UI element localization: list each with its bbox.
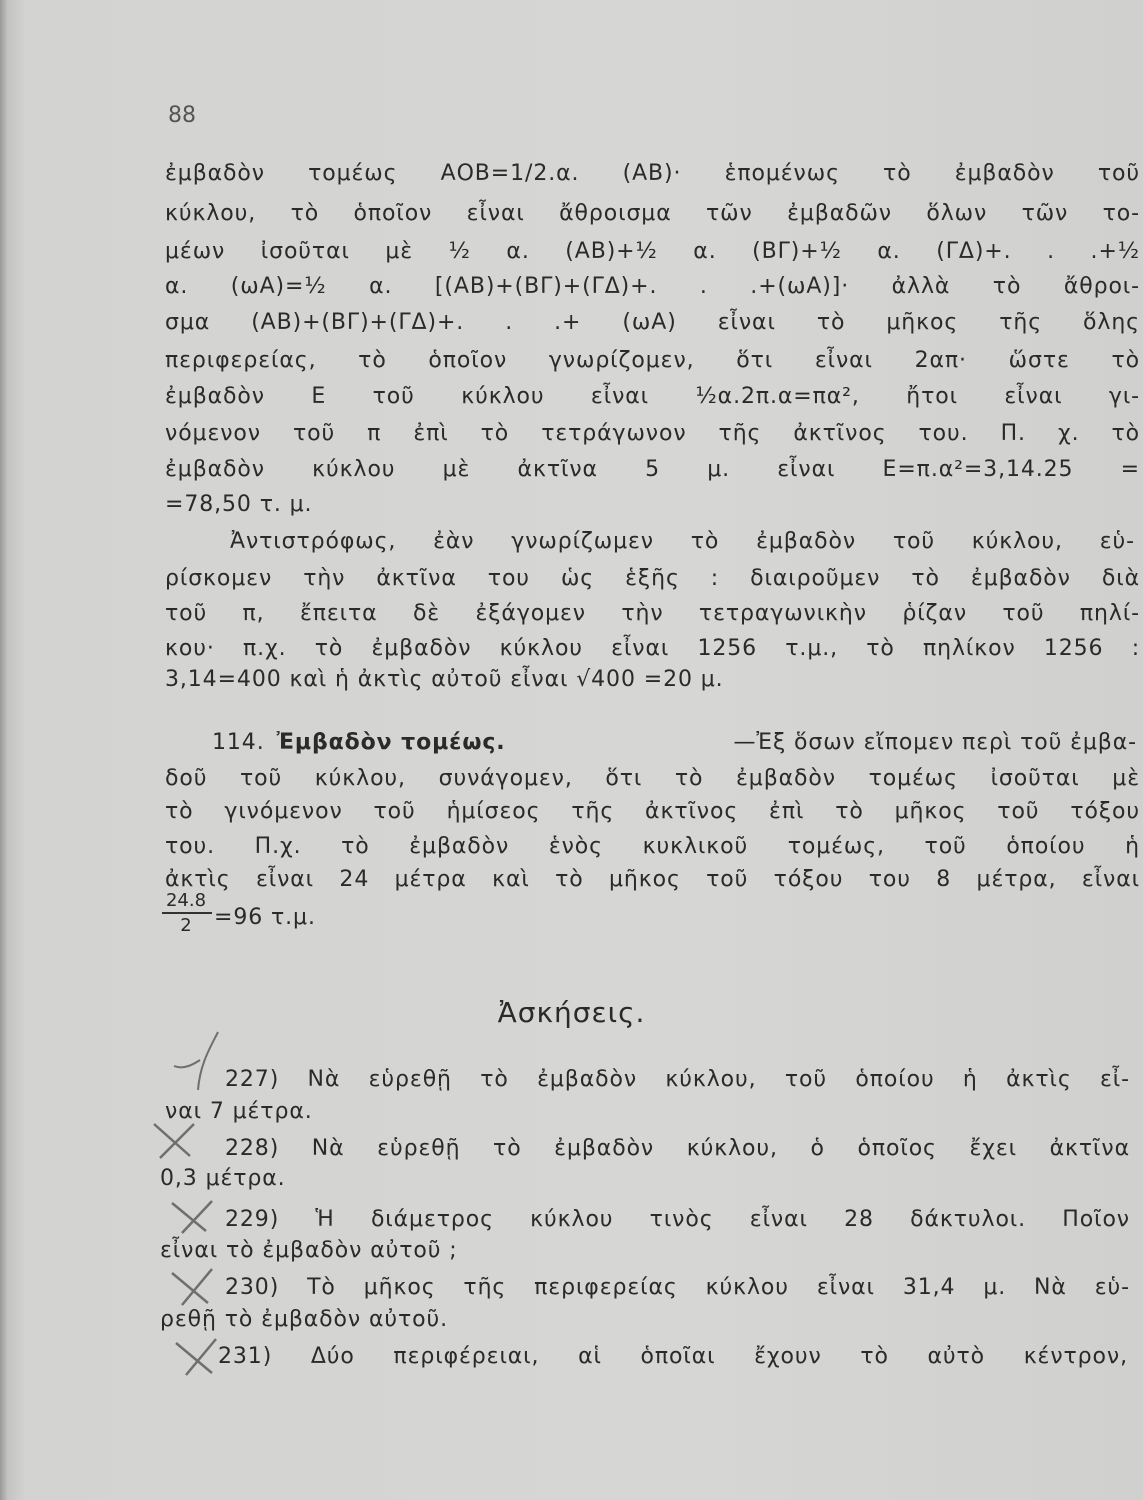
section-114-line-5: ἀκτὶς εἶναι 24 μέτρα καὶ τὸ μῆκος τοῦ τόξου του 8 μέτρα, εἶναι xyxy=(165,867,1140,892)
text-line-3: μέων ἰσοῦται μὲ ½ α. (ΑΒ)+½ α. (ΒΓ)+½ α. (ΓΔ)+. . .+½ xyxy=(165,239,1140,264)
text-line-10: =78,50 τ. μ. xyxy=(165,492,313,517)
pencil-check-mark-228 xyxy=(150,1118,198,1162)
text-line-14: κου· π.χ. τὸ ἐμβαδὸν κύκλου εἶναι 1256 τ.μ., τὸ πηλίκον 1256 : xyxy=(165,636,1140,661)
text-line-8: νόμενον τοῦ π ἐπὶ τὸ τετράγωνον τῆς ἀκτῖνος του. Π. χ. τὸ xyxy=(165,421,1140,446)
pencil-check-mark-231 xyxy=(172,1335,220,1379)
text-line-11: Ἀντιστρόφως, ἐὰν γνωρίζωμεν τὸ ἐμβαδὸν τοῦ κύκλου, εὑ- xyxy=(230,529,1135,554)
section-114-line-4: του. Π.χ. τὸ ἐμβαδὸν ἑνὸς κυκλικοῦ τομέως, τοῦ ὁποίου ἡ xyxy=(165,834,1140,859)
exercise-227-line-1: 227) Νὰ εὑρεθῇ τὸ ἐμβαδὸν κύκλου, τοῦ ὁποίου ἡ ἀκτὶς εἶ- xyxy=(225,1067,1130,1092)
text-line-12: ρίσκομεν τὴν ἀκτῖνα του ὡς ἑξῆς : διαιροῦμεν τὸ ἐμβαδὸν διὰ xyxy=(165,566,1140,591)
text-line-5: σμα (ΑΒ)+(ΒΓ)+(ΓΔ)+. . .+ (ωΑ) εἶναι τὸ μῆκος τῆς ὅλης xyxy=(165,310,1140,335)
section-114-line-3: τὸ γινόμενον τοῦ ἡμίσεος τῆς ἀκτῖνος ἐπὶ τὸ μῆκος τοῦ τόξου xyxy=(165,799,1140,824)
pencil-check-mark-227 xyxy=(170,1030,226,1092)
fraction-numerator: 24.8 xyxy=(165,890,207,911)
exercise-227-line-2: ναι 7 μέτρα. xyxy=(165,1099,313,1124)
section-114-line-1: —Ἐξ ὅσων εἴπομεν περὶ τοῦ ἐμβα- xyxy=(733,730,1137,755)
page-number: 88 xyxy=(168,103,196,128)
fraction-bar xyxy=(162,912,212,914)
exercise-229-line-1: 229) Ἡ διάμετρος κύκλου τινὸς εἶναι 28 δάκτυλοι. Ποῖον xyxy=(225,1207,1130,1232)
text-line-1: ἐμβαδὸν τομέως ΑΟΒ=1/2.α. (ΑΒ)· ἑπομένως τὸ ἐμβαδὸν τοῦ xyxy=(165,161,1140,186)
section-114-heading-line xyxy=(212,727,1137,759)
fraction-result: =96 τ.μ. xyxy=(214,905,316,930)
exercise-231-line-1: 231) Δύο περιφέρειαι, αἱ ὁποῖαι ἔχουν τὸ αὐτὸ κέντρον, xyxy=(218,1344,1128,1369)
text-line-7: ἐμβαδὸν Ε τοῦ κύκλου εἶναι ½α.2π.α=πα², ἤτοι εἶναι γι- xyxy=(165,384,1140,409)
text-line-15: 3,14=400 καὶ ἡ ἀκτὶς αὐτοῦ εἶναι √400 =20 μ. xyxy=(165,667,724,692)
text-line-13: τοῦ π, ἔπειτα δὲ ἐξάγομεν τὴν τετραγωνικὴν ῥίζαν τοῦ πηλί- xyxy=(165,601,1140,626)
exercises-heading: Ἀσκήσεις. xyxy=(497,996,646,1029)
exercise-230-line-2: ρεθῇ τὸ ἐμβαδὸν αὐτοῦ. xyxy=(160,1307,449,1332)
exercise-228-line-1: 228) Νὰ εὑρεθῇ τὸ ἐμβαδὸν κύκλου, ὁ ὁποῖος ἔχει ἀκτῖνα xyxy=(225,1136,1130,1161)
text-line-4: α. (ωΑ)=½ α. [(ΑΒ)+(ΒΓ)+(ΓΔ)+. . .+(ωΑ)]· ἀλλὰ τὸ ἄθροι- xyxy=(165,274,1140,299)
pencil-check-mark-229 xyxy=(168,1195,216,1239)
section-114-line-2: δοῦ τοῦ κύκλου, συνάγομεν, ὅτι τὸ ἐμβαδὸν τομέως ἰσοῦται μὲ xyxy=(165,766,1140,791)
exercise-230-line-1: 230) Τὸ μῆκος τῆς περιφερείας κύκλου εἶναι 31,4 μ. Νὰ εὑ- xyxy=(225,1275,1130,1300)
text-line-6: περιφερείας, τὸ ὁποῖον γνωρίζομεν, ὅτι εἶναι 2απ· ὥστε τὸ xyxy=(165,348,1140,373)
fraction-denominator: 2 xyxy=(180,915,192,936)
text-line-2: κύκλου, τὸ ὁποῖον εἶναι ἄθροισμα τῶν ἐμβαδῶν ὅλων τῶν το- xyxy=(165,201,1140,226)
section-number: 114. xyxy=(212,730,265,755)
text-line-9: ἐμβαδὸν κύκλου μὲ ἀκτῖνα 5 μ. εἶναι Ε=π.α²=3,14.25 = xyxy=(165,457,1140,482)
pencil-check-mark-230 xyxy=(168,1265,216,1309)
exercise-229-line-2: εἶναι τὸ ἐμβαδὸν αὐτοῦ ; xyxy=(160,1238,458,1263)
section-title: Ἐμβαδὸν τομέως. xyxy=(276,730,506,755)
exercise-228-line-2: 0,3 μέτρα. xyxy=(160,1166,286,1191)
